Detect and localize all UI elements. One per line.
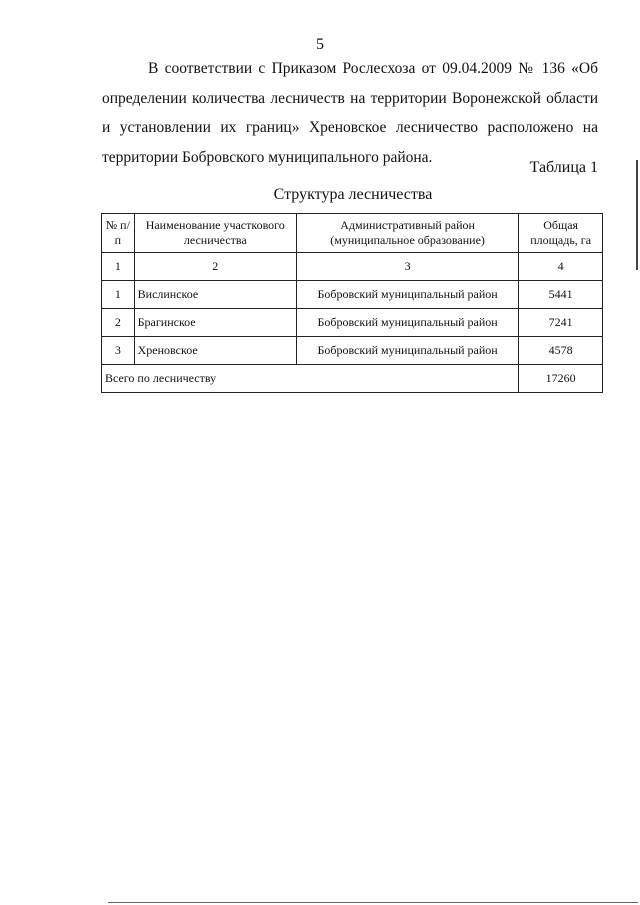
- table-row: [102, 281, 603, 309]
- row-district: Бобровский муниципальный район: [296, 337, 518, 365]
- page-number: 5: [316, 36, 324, 53]
- table-row: [102, 337, 603, 365]
- row-name: Вислинское: [134, 281, 296, 309]
- row-num: 1: [102, 281, 135, 309]
- table-title: Структура лесничества: [273, 186, 433, 203]
- row-name: Брагинское: [134, 309, 296, 337]
- column-number: 3: [296, 253, 518, 281]
- table-header-row: [102, 214, 603, 253]
- row-num: 2: [102, 309, 135, 337]
- total-area: 17260: [519, 365, 603, 393]
- forestry-structure-table: [101, 213, 603, 393]
- scan-edge-mark: [108, 902, 638, 903]
- scan-edge-mark: [636, 160, 638, 270]
- column-number-row: [102, 253, 603, 281]
- column-number: 1: [102, 253, 135, 281]
- row-area: 4578: [519, 337, 603, 365]
- header-num: № п/п: [102, 214, 135, 253]
- paragraph: В соответствии с Приказом Рослесхоза от 09.04.2009 № 136 «Об определении количества лесничеств на территории Воронежской области и установлении их границ» Хреновское лесничество расположено на территории Бобровского муниципального района.: [102, 60, 598, 166]
- column-number: 4: [519, 253, 603, 281]
- row-district: Бобровский муниципальный район: [296, 309, 518, 337]
- header-area: Общая площадь, га: [519, 214, 603, 253]
- row-area: 5441: [519, 281, 603, 309]
- header-district: Административный район (муниципальное образование): [296, 214, 518, 253]
- body-text: [102, 54, 598, 172]
- column-number: 2: [134, 253, 296, 281]
- table-row: [102, 309, 603, 337]
- row-num: 3: [102, 337, 135, 365]
- header-name: Наименование участкового лесничества: [134, 214, 296, 253]
- row-area: 7241: [519, 309, 603, 337]
- table-caption: Таблица 1: [529, 159, 598, 176]
- row-name: Хреновское: [134, 337, 296, 365]
- total-label: Всего по лесничеству: [102, 365, 519, 393]
- row-district: Бобровский муниципальный район: [296, 281, 518, 309]
- total-row: [102, 365, 603, 393]
